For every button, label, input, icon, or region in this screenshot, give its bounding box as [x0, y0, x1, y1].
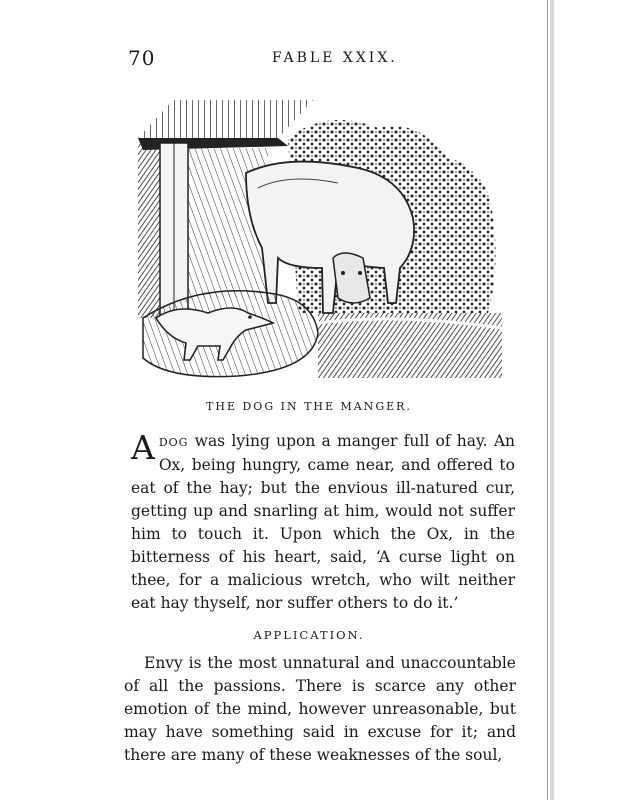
fable-body: was lying upon a manger full of hay. An Ox, being hungry, came near, and offered to eat of the hay; but the envious ill-natured cur, getting up and snarling at him, would not suffer him to touch it. Upon which the Ox, in the bitterness of his heart, said, ‘A curse light on thee, for a malicious wretch, who wilt neither eat hay thyself, nor suffer others to do it.’ [131, 432, 515, 612]
fable-paragraph [131, 430, 515, 615]
ox-figure [246, 162, 414, 313]
woodcut-illustration [138, 98, 502, 380]
page-number: 70 [128, 46, 156, 70]
application-paragraph [124, 652, 516, 767]
running-title: FABLE XXIX. [272, 50, 398, 66]
ground [318, 313, 502, 378]
opening-small-caps: DOG [158, 436, 189, 449]
application-body: Envy is the most unnatural and unaccountable of all the passions. There is scarce any other emotion of the mind, however unreasonable, but may have something said in excuse for it; and there are many of these weaknesses of the soul, [124, 654, 516, 764]
application-heading: APPLICATION. [253, 628, 365, 642]
drop-cap: A [131, 428, 155, 467]
illustration-caption: THE DOG IN THE MANGER. [206, 400, 412, 413]
